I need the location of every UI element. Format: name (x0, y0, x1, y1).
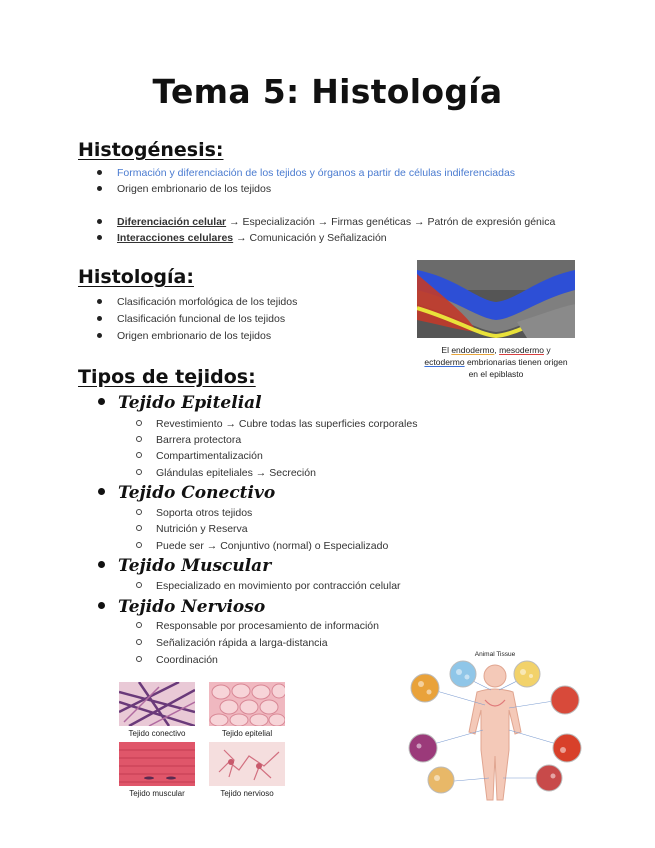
list-item: Glándulas epiteliales → Secreción (136, 467, 316, 479)
bullet (97, 299, 102, 304)
page-title: Tema 5: Histología (152, 72, 503, 111)
bullet (97, 170, 102, 175)
tejido-epitelial-image (209, 682, 285, 726)
list-item: Formación y diferenciación de los tejidos y órganos a partir de células indiferenciadas (97, 167, 515, 179)
list-item: Interacciones celulares → Comunicación y Señalización (97, 232, 387, 244)
tejido-conectivo-image (119, 682, 195, 726)
list-item: Origen embrionario de los tejidos (97, 183, 271, 195)
list-item: Barrera protectora (136, 434, 241, 446)
bullet (97, 316, 102, 321)
histologia-heading: Histología: (78, 266, 194, 288)
bullet (136, 509, 142, 515)
tejido-epitelial-label: Tejido epitelial (221, 729, 273, 738)
bullet (136, 525, 142, 531)
bullet (136, 656, 142, 662)
tejido-muscular-label: Tejido muscular (129, 789, 185, 798)
bullet (136, 582, 142, 588)
list-item: Diferenciación celular → Especialización → Firmas genéticas → Patrón de expresión génica (97, 216, 555, 228)
list-item: Origen embrionario de los tejidos (97, 330, 271, 342)
animal-tissue-diagram (405, 660, 585, 804)
tejido-muscular-heading: Tejido Muscular (98, 556, 271, 576)
tejido-muscular-image (119, 742, 195, 786)
bullet (136, 639, 142, 645)
tejido-conectivo-label: Tejido conectivo (128, 729, 186, 738)
animal-tissue-title: Animal Tissue (474, 651, 516, 658)
list-item: Revestimiento → Cubre todas las superficies corporales (136, 418, 417, 430)
tejido-nervioso-image (209, 742, 285, 786)
list-item: Coordinación (136, 654, 218, 666)
list-item: Especializado en movimiento por contracción celular (136, 580, 401, 592)
bullet (97, 186, 102, 191)
list-item: Clasificación funcional de los tejidos (97, 313, 285, 325)
bullet (97, 219, 102, 224)
embryo-caption: El endodermo, mesodermo y ectodermo embrionarias tienen origen en el epiblasto (424, 345, 568, 379)
bullet (136, 622, 142, 628)
bullet (136, 452, 142, 458)
embryo-layers-image (417, 260, 575, 338)
tejido-epitelial-heading: Tejido Epitelial (98, 393, 262, 413)
histogenesis-heading: Histogénesis: (78, 139, 224, 161)
bullet (136, 420, 142, 426)
list-item: Nutrición y Reserva (136, 523, 248, 535)
list-item: Compartimentalización (136, 450, 263, 462)
list-item: Señalización rápida a larga-distancia (136, 637, 328, 649)
tipos-heading: Tipos de tejidos: (78, 366, 256, 388)
bullet (97, 333, 102, 338)
tejido-nervioso-heading: Tejido Nervioso (98, 597, 265, 617)
bullet (97, 235, 102, 240)
list-item: Clasificación morfológica de los tejidos (97, 296, 297, 308)
bullet (136, 436, 142, 442)
list-item: Puede ser → Conjuntivo (normal) o Especializado (136, 540, 388, 552)
bullet (136, 469, 142, 475)
bullet (136, 542, 142, 548)
list-item: Soporta otros tejidos (136, 507, 252, 519)
tejido-nervioso-label: Tejido nervioso (220, 789, 274, 798)
tejido-conectivo-heading: Tejido Conectivo (98, 483, 275, 503)
list-item: Responsable por procesamiento de información (136, 620, 379, 632)
